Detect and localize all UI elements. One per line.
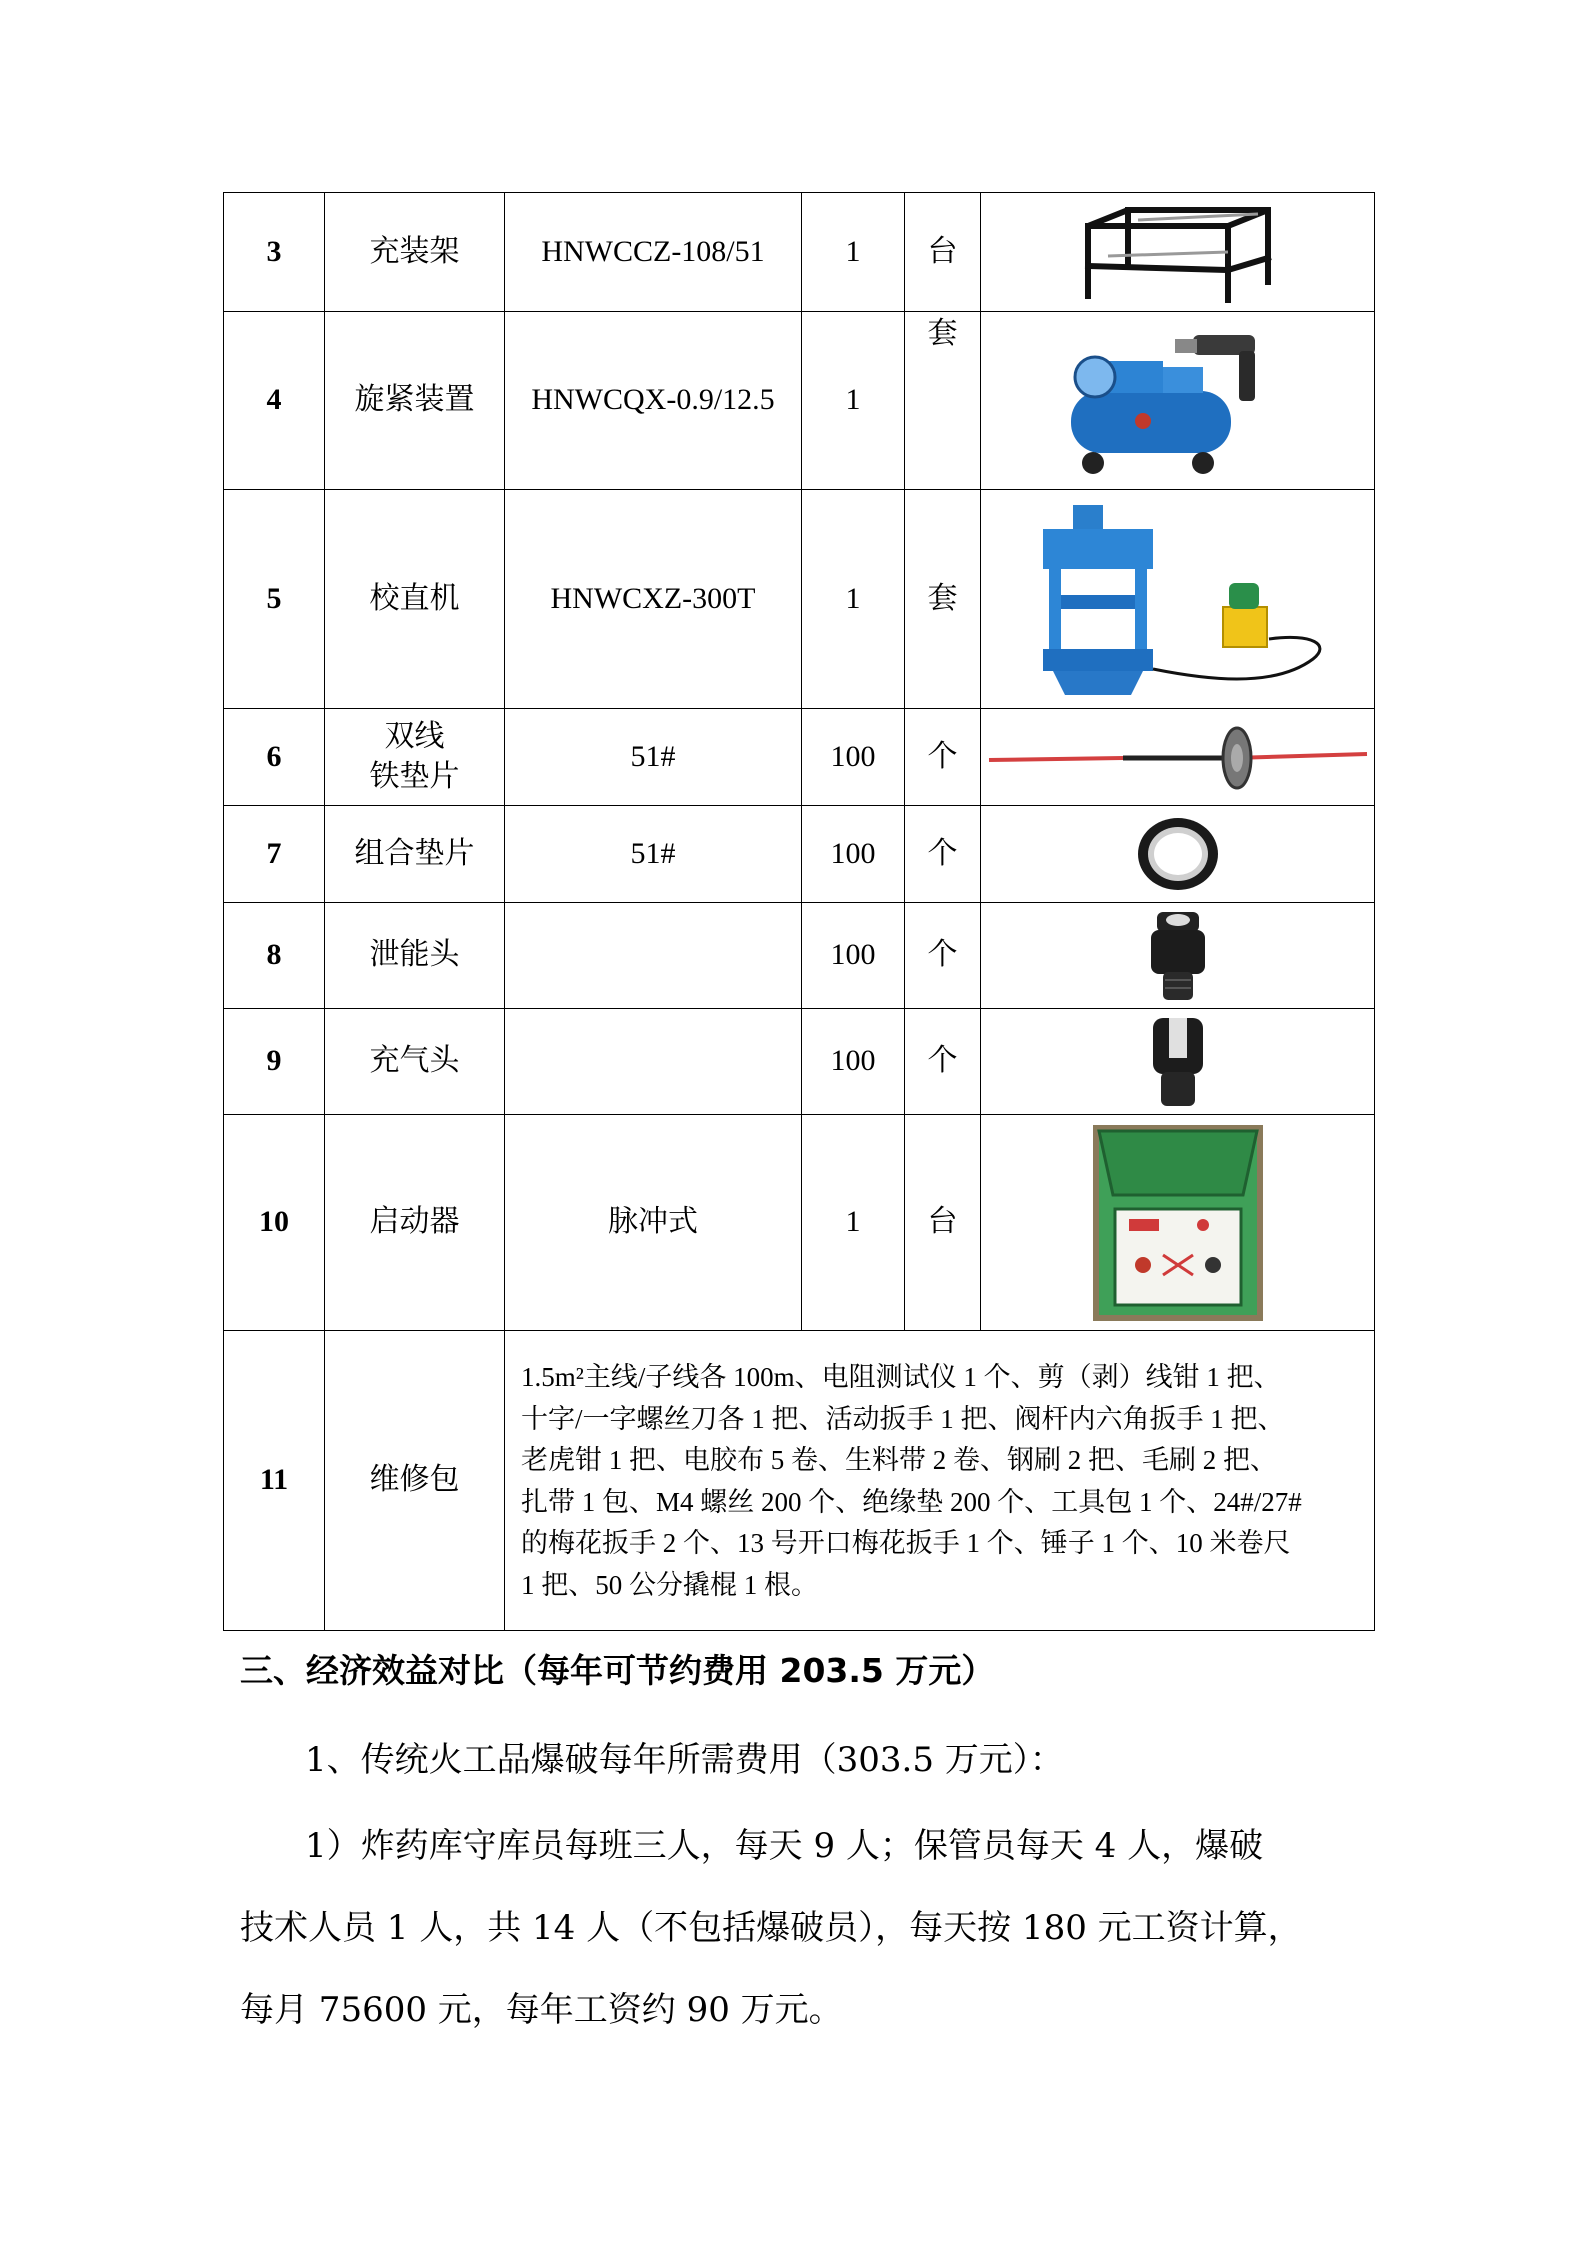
row-number: 8	[224, 903, 325, 1009]
item-model: HNWCXZ-300T	[505, 490, 802, 709]
kit-line: 1 把、50 公分撬棍 1 根。	[521, 1569, 818, 1600]
table-row	[224, 490, 1375, 709]
item-image-cell	[981, 709, 1375, 806]
item-image-cell	[981, 193, 1375, 312]
kit-line: 老虎钳 1 把、电胶布 5 卷、生料带 2 卷、钢刷 2 把、毛刷 2 把、	[521, 1445, 1277, 1475]
item-quantity: 100	[802, 903, 905, 1009]
row-number: 5	[224, 490, 325, 709]
item-unit: 个	[905, 903, 981, 1009]
item-quantity: 1	[802, 312, 905, 490]
item-name-line-2: 铁垫片	[369, 759, 460, 794]
item-name: 维修包	[325, 1331, 505, 1631]
kit-line: 扎带 1 包、M4 螺丝 200 个、绝缘垫 200 个、工具包 1 个、24#/27#	[521, 1486, 1302, 1517]
pulse-starter-box-icon	[1093, 1125, 1263, 1321]
item-image-cell	[981, 1009, 1375, 1115]
inflation-head-icon	[1143, 1014, 1213, 1110]
row-number: 3	[224, 193, 325, 312]
ring-gasket-icon	[1133, 812, 1223, 896]
item-quantity: 1	[802, 490, 905, 709]
item-image-cell	[981, 490, 1375, 709]
row-number: 11	[224, 1331, 325, 1631]
item-name: 充气头	[325, 1009, 505, 1115]
wire-washer-icon	[983, 722, 1373, 792]
item-name-line-1: 双线	[384, 719, 445, 754]
item-name: 充装架	[325, 193, 505, 312]
item-model: 51#	[505, 709, 802, 806]
row-number: 10	[224, 1115, 325, 1331]
hydraulic-press-icon	[1013, 499, 1343, 699]
item-quantity: 100	[802, 806, 905, 903]
item-quantity: 100	[802, 709, 905, 806]
item-model: HNWCQX-0.9/12.5	[505, 312, 802, 490]
item-quantity: 1	[802, 1115, 905, 1331]
item-image-cell	[981, 806, 1375, 903]
item-name	[325, 709, 505, 806]
table-row	[224, 193, 1375, 312]
row-number: 4	[224, 312, 325, 490]
item-name: 旋紧装置	[325, 312, 505, 490]
item-unit: 个	[905, 709, 981, 806]
maintenance-kit-contents	[505, 1331, 1375, 1631]
table-row	[224, 312, 1375, 490]
item-model	[505, 1009, 802, 1115]
kit-line: 的梅花扳手 2 个、13 号开口梅花扳手 1 个、锤子 1 个、10 米卷尺	[521, 1528, 1291, 1558]
item-unit: 个	[905, 1009, 981, 1115]
equipment-table	[223, 192, 1375, 1631]
kit-line: 十字/一字螺丝刀各 1 把、活动扳手 1 把、阀杆内六角扳手 1 把、	[521, 1403, 1285, 1434]
paragraph-line: 1）炸药库守库员每班三人，每天 9 人；保管员每天 4 人，爆破	[305, 1826, 1264, 1866]
item-image-cell	[981, 1115, 1375, 1331]
item-quantity: 1	[802, 193, 905, 312]
row-number: 6	[224, 709, 325, 806]
table-row	[224, 709, 1375, 806]
item-unit: 个	[905, 806, 981, 903]
item-image-cell	[981, 312, 1375, 490]
item-unit: 台	[905, 193, 981, 312]
table-row	[224, 1009, 1375, 1115]
paragraph-line: 每月 75600 元，每年工资约 90 万元。	[240, 1990, 843, 2030]
item-unit: 套	[905, 490, 981, 709]
item-model: 51#	[505, 806, 802, 903]
item-name: 泄能头	[325, 903, 505, 1009]
item-name: 组合垫片	[325, 806, 505, 903]
filling-rack-icon	[1078, 196, 1278, 308]
item-model	[505, 903, 802, 1009]
air-compressor-wrench-icon	[1063, 321, 1293, 481]
item-name: 启动器	[325, 1115, 505, 1331]
item-model: HNWCCZ-108/51	[505, 193, 802, 312]
table-row	[224, 806, 1375, 903]
paragraph-line: 技术人员 1 人，共 14 人（不包括爆破员），每天按 180 元工资计算，	[240, 1908, 1302, 1948]
paragraph-heading: 1、传统火工品爆破每年所需费用（303.5 万元）：	[305, 1740, 1064, 1780]
table-row	[224, 1331, 1375, 1631]
item-name: 校直机	[325, 490, 505, 709]
item-image-cell	[981, 903, 1375, 1009]
table-row	[224, 903, 1375, 1009]
section-heading: 三、经济效益对比（每年可节约费用 203.5 万元）	[240, 1651, 995, 1690]
item-unit: 套	[905, 312, 981, 490]
item-unit: 台	[905, 1115, 981, 1331]
item-quantity: 100	[802, 1009, 905, 1115]
row-number: 9	[224, 1009, 325, 1115]
item-model: 脉冲式	[505, 1115, 802, 1331]
kit-line: 1.5m²主线/子线各 100m、电阻测试仪 1 个、剪（剥）线钳 1 把、	[521, 1362, 1281, 1392]
table-row	[224, 1115, 1375, 1331]
energy-release-head-icon	[1143, 908, 1213, 1004]
row-number: 7	[224, 806, 325, 903]
